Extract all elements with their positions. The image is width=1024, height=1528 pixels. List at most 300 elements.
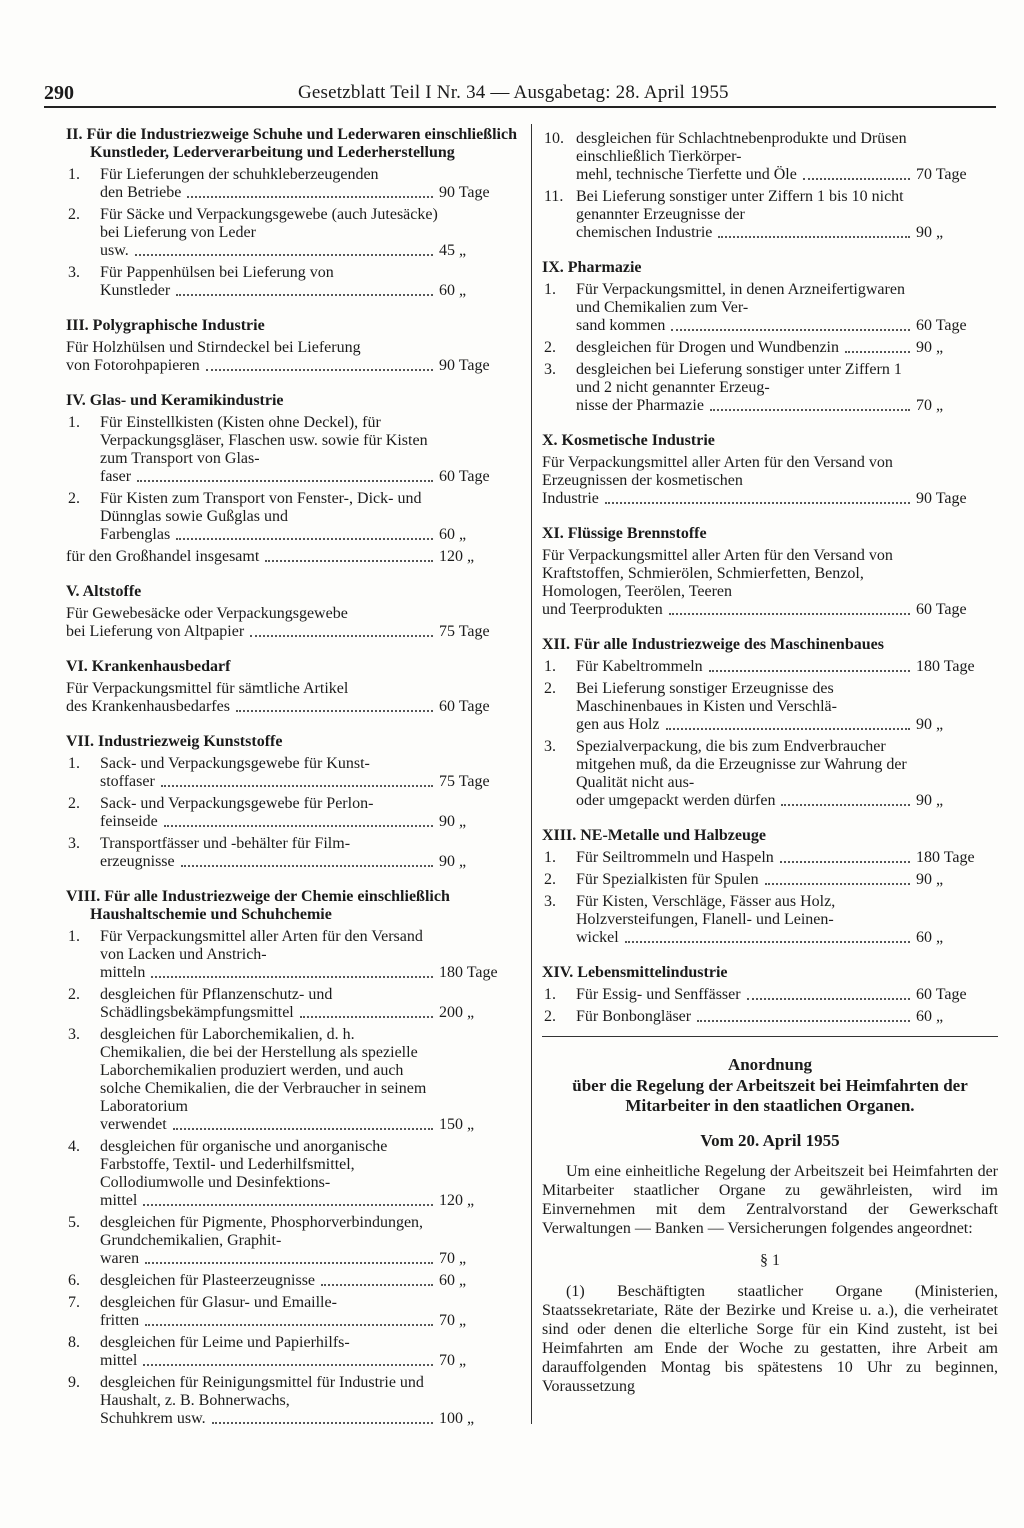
dot-leader	[206, 369, 433, 371]
item-text: Für Verpackungsmittel aller Arten für den Versand von Erzeugnissen der kosmetischen	[542, 454, 893, 489]
item-body	[576, 1008, 916, 1026]
item-last-text: Schädlingsbekämpfungsmittel	[100, 1004, 294, 1021]
item-last-text: Für Kabeltrommeln	[576, 658, 703, 675]
list-item	[66, 795, 521, 831]
section	[542, 130, 998, 242]
item-number: 1.	[68, 414, 80, 431]
item-body	[576, 339, 916, 357]
list-item	[542, 547, 998, 619]
list-item	[542, 361, 998, 415]
item-body	[100, 1374, 439, 1428]
item-text: desgleichen für Glasur- und Emaille-	[100, 1294, 337, 1311]
decree-date: Vom 20. April 1955	[700, 1131, 840, 1150]
item-last-text: Für Essig- und Senffässer	[576, 986, 741, 1003]
dot-leader	[176, 538, 433, 540]
item-value: 60 „	[916, 929, 944, 946]
item-last-text: desgleichen für Drogen und Wundbenzin	[576, 339, 839, 356]
item-body	[542, 454, 916, 508]
item-number: 7.	[68, 1294, 80, 1311]
item-value: 75 Tage	[439, 773, 490, 790]
dot-leader	[145, 1324, 433, 1326]
item-number: 3.	[544, 738, 556, 755]
decree-subtitle: über die Regelung der Arbeitszeit bei Heimfahrten der Mitarbeiter in den staatlichen Organen.	[572, 1076, 968, 1115]
header-rule	[44, 106, 996, 108]
dot-leader	[145, 1262, 433, 1264]
item-body	[100, 1026, 439, 1134]
dot-leader	[181, 865, 433, 867]
list-item	[66, 928, 521, 982]
item-body	[66, 339, 439, 375]
item-value: 120 „	[439, 1192, 475, 1209]
item-last-line	[576, 658, 916, 676]
item-last-text: stoffaser	[100, 773, 155, 790]
item-value: 60 Tage	[439, 468, 490, 485]
dot-leader	[143, 1204, 433, 1206]
item-value: 60 Tage	[916, 986, 967, 1003]
item-text: Sack- und Verpackungsgewebe für Perlon-	[100, 795, 374, 812]
item-last-line	[100, 813, 439, 831]
list-item	[66, 339, 521, 375]
item-last-text: verwendet	[100, 1116, 167, 1133]
item-last-text: chemischen Industrie	[576, 224, 713, 241]
item-last-line	[100, 1116, 439, 1134]
item-text: Bei Lieferung sonstiger unter Ziffern 1 bis 10 nicht genannter Erzeugnisse der	[576, 188, 904, 223]
section	[542, 964, 998, 1026]
decree-intro: Um eine einheitliche Regelung der Arbeitszeit bei Heimfahrten der Mitarbeiter staatlicher Organe zu gewährleisten, wird im Einvernehmen mit dem Zentralvorstand der Gewerkschaft Verwaltungen — Banken — Versicherungen folgendes angeordnet:	[542, 1163, 998, 1237]
list-item	[66, 1026, 521, 1134]
item-body	[100, 264, 439, 300]
item-number: 2.	[544, 339, 556, 356]
item-last-line	[100, 282, 439, 300]
item-value: 100 „	[439, 1410, 475, 1427]
section	[542, 827, 998, 947]
dot-leader	[176, 294, 433, 296]
section	[66, 126, 521, 300]
item-last-text: Für Spezialkisten für Spulen	[576, 871, 759, 888]
item-value: 90 „	[916, 716, 944, 733]
page-number: 290	[44, 82, 74, 104]
dot-leader	[173, 1128, 433, 1130]
item-last-line	[576, 792, 916, 810]
item-value: 150 „	[439, 1116, 475, 1133]
item-body	[100, 1294, 439, 1330]
item-last-line	[100, 1312, 439, 1330]
right-sections	[542, 130, 998, 1026]
item-value: 70 „	[439, 1312, 467, 1329]
item-last-line	[100, 468, 439, 486]
list-item	[542, 986, 998, 1004]
item-number: 1.	[544, 658, 556, 675]
item-body	[100, 166, 439, 202]
item-text: Für Verpackungsmittel aller Arten für den Versand von Lacken und Anstrich-	[100, 928, 423, 963]
item-last-text: Industrie	[542, 490, 599, 507]
list-item	[66, 1138, 521, 1210]
item-last-text: faser	[100, 468, 132, 485]
section-title: V. Altstoffe	[66, 583, 142, 600]
item-last-line	[576, 1008, 916, 1026]
item-body	[66, 605, 439, 641]
item-last-text: des Krankenhausbedarfes	[66, 698, 230, 715]
item-number: 8.	[68, 1334, 80, 1351]
item-last-line	[100, 526, 439, 544]
dot-leader	[803, 178, 910, 180]
item-body	[576, 738, 916, 810]
item-body	[100, 986, 439, 1022]
item-number: 1.	[68, 755, 80, 772]
item-last-line	[576, 929, 916, 947]
item-last-line	[100, 1272, 439, 1290]
item-body	[100, 835, 439, 871]
item-text: desgleichen bei Lieferung sonstiger unter Ziffern 1 und 2 nicht genannter Erzeug-	[576, 361, 902, 396]
item-last-text: für den Großhandel insgesamt	[66, 548, 260, 565]
item-value: 60 Tage	[916, 601, 967, 618]
item-number: 2.	[544, 1008, 556, 1025]
dot-leader	[765, 883, 910, 885]
item-last-text: Farbenglas	[100, 526, 171, 543]
item-last-line	[100, 1192, 439, 1210]
list-item	[66, 264, 521, 300]
item-text: desgleichen für Reinigungsmittel für Industrie und Haushalt, z. B. Bohnerwachs,	[100, 1374, 424, 1409]
item-text: desgleichen für Leime und Papierhilfs-	[100, 1334, 350, 1351]
item-text: Für Säcke und Verpackungsgewebe (auch Jutesäcke) bei Lieferung von Leder	[100, 206, 438, 241]
item-number: 3.	[544, 893, 556, 910]
dot-leader	[135, 254, 433, 256]
item-body	[100, 1138, 439, 1210]
item-value: 90 Tage	[916, 490, 967, 507]
item-text: desgleichen für organische und anorganische Farbstoffe, Textil- und Lederhilfsmittel, Collodiumwolle und Desinfektions-	[100, 1138, 388, 1191]
item-last-line	[576, 716, 916, 734]
item-last-line	[100, 242, 439, 260]
item-body	[576, 188, 916, 242]
item-last-line	[100, 1410, 439, 1428]
item-text: Für Holzhülsen und Stirndeckel bei Lieferung	[66, 339, 361, 356]
dot-leader	[143, 1364, 433, 1366]
dot-leader	[625, 941, 910, 943]
section	[66, 317, 521, 375]
list-item	[66, 166, 521, 202]
dot-leader	[265, 560, 433, 562]
item-value: 90 „	[439, 813, 467, 830]
item-body	[576, 849, 916, 867]
item-body	[576, 680, 916, 734]
item-text: Für Gewebesäcke oder Verpackungsgewebe	[66, 605, 348, 622]
item-value: 70 „	[916, 397, 944, 414]
item-last-text: mittel	[100, 1192, 138, 1209]
item-last-text: mitteln	[100, 964, 146, 981]
item-value: 70 Tage	[916, 166, 967, 183]
item-text: desgleichen für Laborchemikalien, d. h. Chemikalien, die bei der Herstellung als spezielle Laborchemikalien produziert werden, und auch solche Chemikalien, die der Verbraucher in seinem Laboratorium	[100, 1026, 427, 1115]
item-body	[100, 1272, 439, 1290]
list-item	[542, 871, 998, 889]
item-body	[576, 893, 916, 947]
section	[542, 259, 998, 415]
dot-leader	[671, 329, 910, 331]
item-value: 90 Tage	[439, 184, 490, 201]
item-last-text: von Fotorohpapieren	[66, 357, 200, 374]
decree-paragraph-1: (1) Beschäftigten staatlicher Organe (Ministerien, Staatssekretariate, Räte der Bezirke und Kreise u. a.), die verheiratet sind oder denen die elterliche Sorge für ein Kind zusteht, ist bei Heimfahrten am Ende der Woche zu gestatten, ihre Arbeit am darauffolgenden Montag bis spätestens 10 Uhr zu beginnen, Voraussetzung	[542, 1283, 998, 1395]
item-body	[100, 1334, 439, 1370]
item-number: 5.	[68, 1214, 80, 1231]
section-title: XIII. NE-Metalle und Halbzeuge	[542, 827, 766, 844]
section	[542, 525, 998, 619]
item-number: 2.	[544, 680, 556, 697]
item-last-line	[576, 397, 916, 415]
list-item	[542, 339, 998, 357]
section-rule	[542, 1036, 998, 1037]
dot-leader	[780, 861, 910, 863]
dot-leader	[709, 670, 910, 672]
item-text: desgleichen für Schlachtnebenprodukte und Drüsen einschließlich Tierkörper-	[576, 130, 907, 165]
item-text: Transportfässer und -behälter für Film-	[100, 835, 351, 852]
item-text: Sack- und Verpackungsgewebe für Kunst-	[100, 755, 370, 772]
list-item	[66, 1374, 521, 1428]
dot-leader	[781, 804, 910, 806]
list-item	[66, 1334, 521, 1370]
item-body	[576, 130, 916, 184]
list-item	[542, 680, 998, 734]
dot-leader	[250, 635, 433, 637]
section	[542, 432, 998, 508]
item-last-text: Kunstleder	[100, 282, 171, 299]
item-last-text: und Teerprodukten	[542, 601, 663, 618]
decree-heading	[542, 1055, 998, 1116]
item-value: 90 „	[916, 224, 944, 241]
item-text: Für Pappenhülsen bei Lieferung von	[100, 264, 334, 281]
item-body	[542, 547, 916, 619]
item-last-line	[576, 224, 916, 242]
dot-leader	[669, 613, 910, 615]
list-item	[542, 658, 998, 676]
item-body	[100, 755, 439, 791]
dot-leader	[151, 976, 433, 978]
item-last-text: fritten	[100, 1312, 140, 1329]
item-number: 6.	[68, 1272, 80, 1289]
list-item	[66, 755, 521, 791]
item-last-text: bei Lieferung von Altpapier	[66, 623, 245, 640]
item-value: 90 „	[916, 871, 944, 888]
item-value: 60 „	[916, 1008, 944, 1025]
dot-leader	[300, 1016, 433, 1018]
list-item	[66, 1294, 521, 1330]
list-item	[66, 414, 521, 486]
dot-leader	[710, 409, 910, 411]
dot-leader	[747, 998, 910, 1000]
item-number: 3.	[68, 835, 80, 852]
item-last-line	[100, 184, 439, 202]
item-last-text: den Betriebe	[100, 184, 182, 201]
item-body	[66, 680, 439, 716]
item-last-text: feinseide	[100, 813, 158, 830]
section-title: II. Für die Industriezweige Schuhe und Lederwaren einschließlich Kunstleder, Lederverarbeitung und Lederherstellung	[66, 126, 517, 161]
dot-leader	[212, 1422, 433, 1424]
item-last-line	[100, 853, 439, 871]
item-text: Für Verpackungsmittel, in denen Arzneifertigwaren und Chemikalien zum Ver-	[576, 281, 905, 316]
section	[66, 733, 521, 871]
column-divider	[531, 124, 532, 1424]
item-body	[100, 795, 439, 831]
right-column	[542, 126, 998, 1396]
item-last-text: nisse der Pharmazie	[576, 397, 704, 414]
item-last-line	[576, 339, 916, 357]
item-last-line	[100, 1352, 439, 1370]
item-body	[100, 1214, 439, 1268]
item-value: 60 Tage	[439, 698, 490, 715]
item-body	[576, 361, 916, 415]
item-number: 2.	[68, 986, 80, 1003]
item-text: desgleichen für Pigmente, Phosphorverbindungen, Grundchemikalien, Graphit-	[100, 1214, 424, 1249]
item-last-text: Für Seiltrommeln und Haspeln	[576, 849, 774, 866]
item-body	[576, 986, 916, 1004]
item-number: 3.	[68, 264, 80, 281]
section-title: XII. Für alle Industriezweige des Maschinenbaues	[542, 636, 884, 653]
list-item	[66, 206, 521, 260]
item-last-text: sand kommen	[576, 317, 666, 334]
section-title: IV. Glas- und Keramikindustrie	[66, 392, 284, 409]
section-title: XIV. Lebensmittelindustrie	[542, 964, 728, 981]
item-body	[100, 414, 439, 486]
item-value: 90 „	[916, 792, 944, 809]
item-value: 70 „	[439, 1352, 467, 1369]
list-item	[66, 1272, 521, 1290]
item-last-text: erzeugnisse	[100, 853, 175, 870]
item-value: 120 „	[439, 548, 475, 565]
item-last-text: mehl, technische Tierfette und Öle	[576, 166, 797, 183]
item-body	[576, 658, 916, 676]
item-last-line	[66, 698, 439, 716]
item-last-text: wickel	[576, 929, 619, 946]
item-text: Für Einstellkisten (Kisten ohne Deckel), für Verpackungsgläser, Flaschen usw. sowie für Kisten zum Transport von Glas-	[100, 414, 428, 467]
item-number: 3.	[68, 1026, 80, 1043]
header-title: Gesetzblatt Teil I Nr. 34 — Ausgabetag: 28. April 1955	[298, 82, 729, 103]
list-item	[542, 1008, 998, 1026]
dot-leader	[161, 785, 433, 787]
item-body	[100, 490, 439, 544]
item-last-text: waren	[100, 1250, 140, 1267]
dot-leader	[187, 196, 433, 198]
item-last-text: oder umgepackt werden dürfen	[576, 792, 776, 809]
item-value: 180 Tage	[916, 658, 975, 675]
item-number: 1.	[68, 166, 80, 183]
section-title: VII. Industriezweig Kunststoffe	[66, 733, 283, 750]
item-last-line	[576, 871, 916, 889]
item-number: 2.	[68, 206, 80, 223]
item-last-text: usw.	[100, 242, 129, 259]
item-body	[576, 871, 916, 889]
item-value: 90 „	[439, 853, 467, 870]
item-value: 45 „	[439, 242, 467, 259]
section-title: X. Kosmetische Industrie	[542, 432, 715, 449]
item-last-line	[66, 623, 439, 641]
item-number: 2.	[68, 490, 80, 507]
item-last-line	[576, 317, 916, 335]
item-text: Spezialverpackung, die bis zum Endverbraucher mitgehen muß, da die Erzeugnisse zur Wahrung der Qualität nicht aus-	[576, 738, 907, 791]
item-text: Für Verpackungsmittel für sämtliche Artikel	[66, 680, 349, 697]
item-last-text: gen aus Holz	[576, 716, 660, 733]
section	[66, 888, 521, 1428]
item-last-line	[576, 986, 916, 1004]
item-last-text: mittel	[100, 1352, 138, 1369]
item-number: 3.	[544, 361, 556, 378]
list-item	[66, 490, 521, 544]
item-number: 11.	[544, 188, 564, 205]
item-number: 2.	[68, 795, 80, 812]
item-last-line	[100, 964, 439, 982]
list-item	[66, 605, 521, 641]
dot-leader	[697, 1020, 910, 1022]
section-title: XI. Flüssige Brennstoffe	[542, 525, 707, 542]
section-title: VIII. Für alle Industriezweige der Chemie einschließlich Haushaltschemie und Schuhchemie	[66, 888, 450, 923]
section-title: VI. Krankenhausbedarf	[66, 658, 231, 675]
list-item	[542, 130, 998, 184]
item-text: Für Verpackungsmittel aller Arten für den Versand von Kraftstoffen, Schmierölen, Schmierfetten, Benzol, Homologen, Teerölen, Teeren	[542, 547, 893, 600]
section-title: III. Polygraphische Industrie	[66, 317, 265, 334]
item-last-line	[66, 357, 439, 375]
item-last-line	[100, 1250, 439, 1268]
list-item	[66, 1214, 521, 1268]
list-item	[542, 849, 998, 867]
item-text: desgleichen für Pflanzenschutz- und	[100, 986, 333, 1003]
section	[66, 392, 521, 566]
item-value: 70 „	[439, 1250, 467, 1267]
item-value: 200 „	[439, 1004, 475, 1021]
page-header	[44, 82, 996, 106]
item-last-line	[542, 490, 916, 508]
item-text: Für Lieferungen der schuhkleberzeugenden	[100, 166, 379, 183]
dot-leader	[321, 1284, 433, 1286]
dot-leader	[164, 825, 433, 827]
section	[542, 636, 998, 810]
item-last-line	[576, 166, 916, 184]
item-number: 9.	[68, 1374, 80, 1391]
item-last-text: Schuhkrem usw.	[100, 1410, 206, 1427]
list-item	[66, 835, 521, 871]
item-value: 180 Tage	[916, 849, 975, 866]
item-value: 60 Tage	[916, 317, 967, 334]
item-body	[66, 548, 439, 566]
section-sign: § 1	[760, 1252, 780, 1269]
list-item	[542, 893, 998, 947]
item-number: 2.	[544, 871, 556, 888]
item-value: 180 Tage	[439, 964, 498, 981]
section	[66, 583, 521, 641]
item-last-text: desgleichen für Plasteerzeugnisse	[100, 1272, 316, 1289]
section-title: IX. Pharmazie	[542, 259, 642, 276]
list-item	[542, 738, 998, 810]
item-text: Für Kisten zum Transport von Fenster-, Dick- und Dünnglas sowie Gußglas und	[100, 490, 422, 525]
item-value: 60 „	[439, 282, 467, 299]
dot-leader	[236, 710, 433, 712]
decree-title: Anordnung	[727, 1055, 813, 1074]
list-item	[542, 454, 998, 508]
list-item	[542, 188, 998, 242]
left-column	[66, 126, 521, 1428]
item-number: 1.	[544, 986, 556, 1003]
item-number: 1.	[544, 281, 556, 298]
list-item	[542, 281, 998, 335]
dot-leader	[605, 502, 910, 504]
dot-leader	[845, 351, 910, 353]
item-value: 60 „	[439, 526, 467, 543]
section	[66, 658, 521, 716]
item-number: 1.	[544, 849, 556, 866]
item-last-line	[100, 773, 439, 791]
item-number: 1.	[68, 928, 80, 945]
list-item	[66, 986, 521, 1022]
item-last-text: Für Bonbongläser	[576, 1008, 692, 1025]
item-value: 75 Tage	[439, 623, 490, 640]
item-text: Für Kisten, Verschläge, Fässer aus Holz, Holzversteifungen, Flanell- und Leinen-	[576, 893, 836, 928]
dot-leader	[718, 236, 910, 238]
